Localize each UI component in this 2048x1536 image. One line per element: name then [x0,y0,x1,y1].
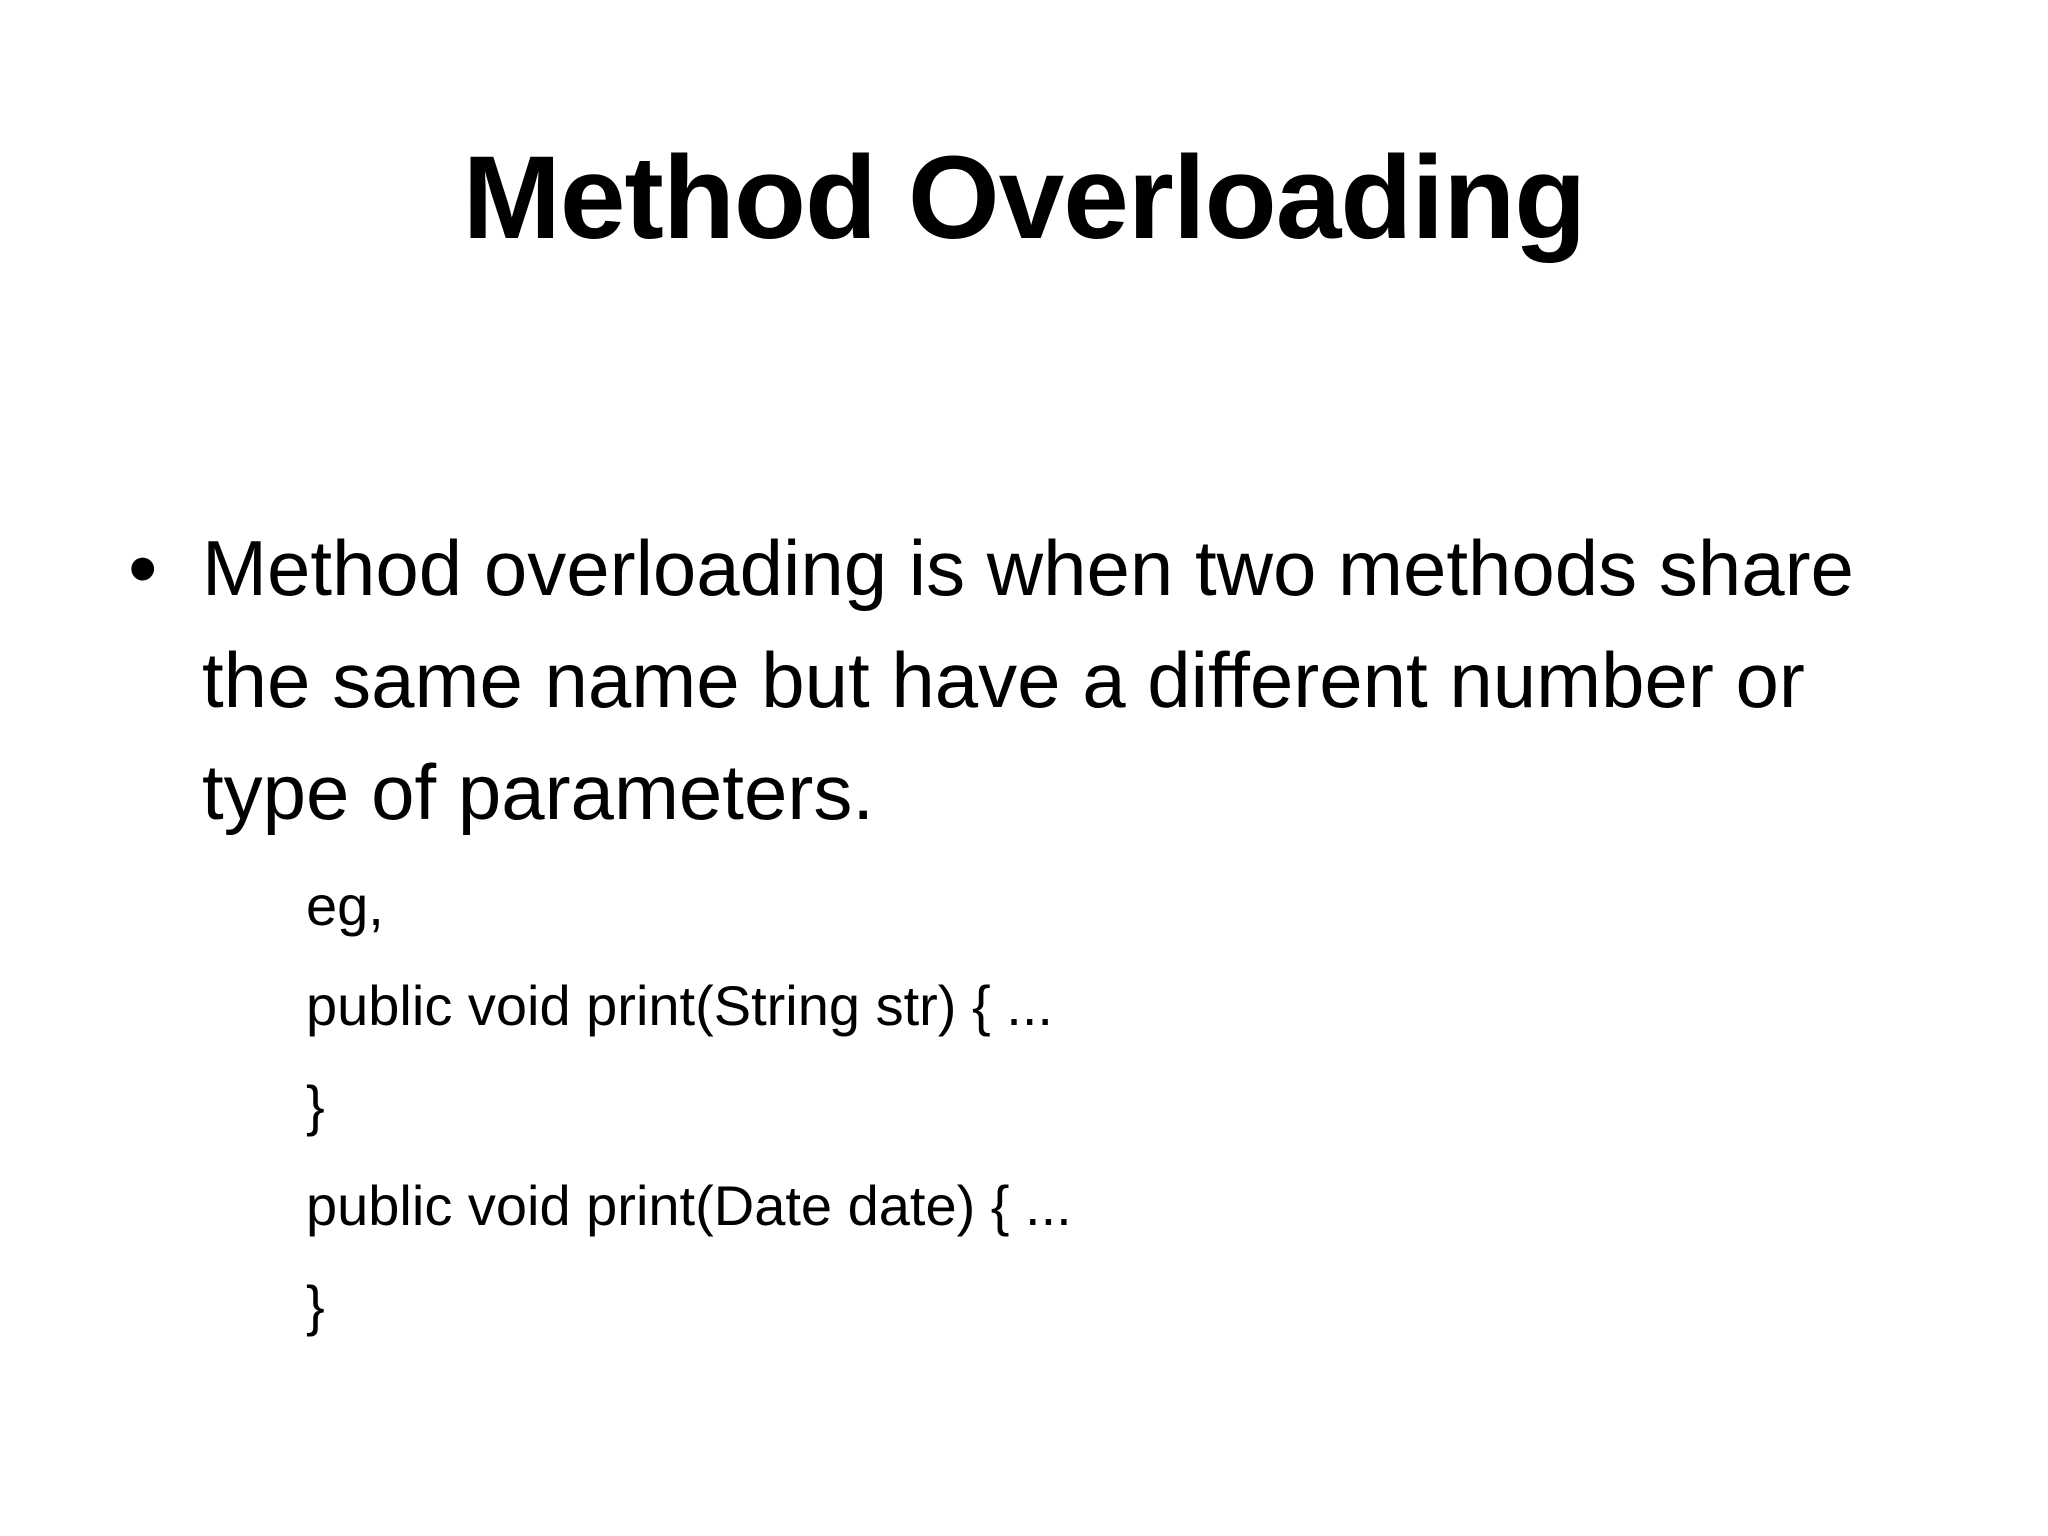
bullet-text: Method overloading is when two methods share the same name but have a different number or type of parameters. [202,524,1854,836]
slide-title: Method Overloading [462,132,1586,264]
code-line-4: } [306,1274,325,1337]
code-line-1: public void print(String str) { ... [306,974,1053,1037]
code-line-2: } [306,1074,325,1137]
example-label: eg, [306,874,384,937]
bullet-marker: • [128,521,158,615]
bullet-block [128,512,1928,848]
code-line-3: public void print(Date date) { ... [306,1174,1072,1237]
bullet-item [128,512,1928,848]
code-example [306,856,1806,1356]
